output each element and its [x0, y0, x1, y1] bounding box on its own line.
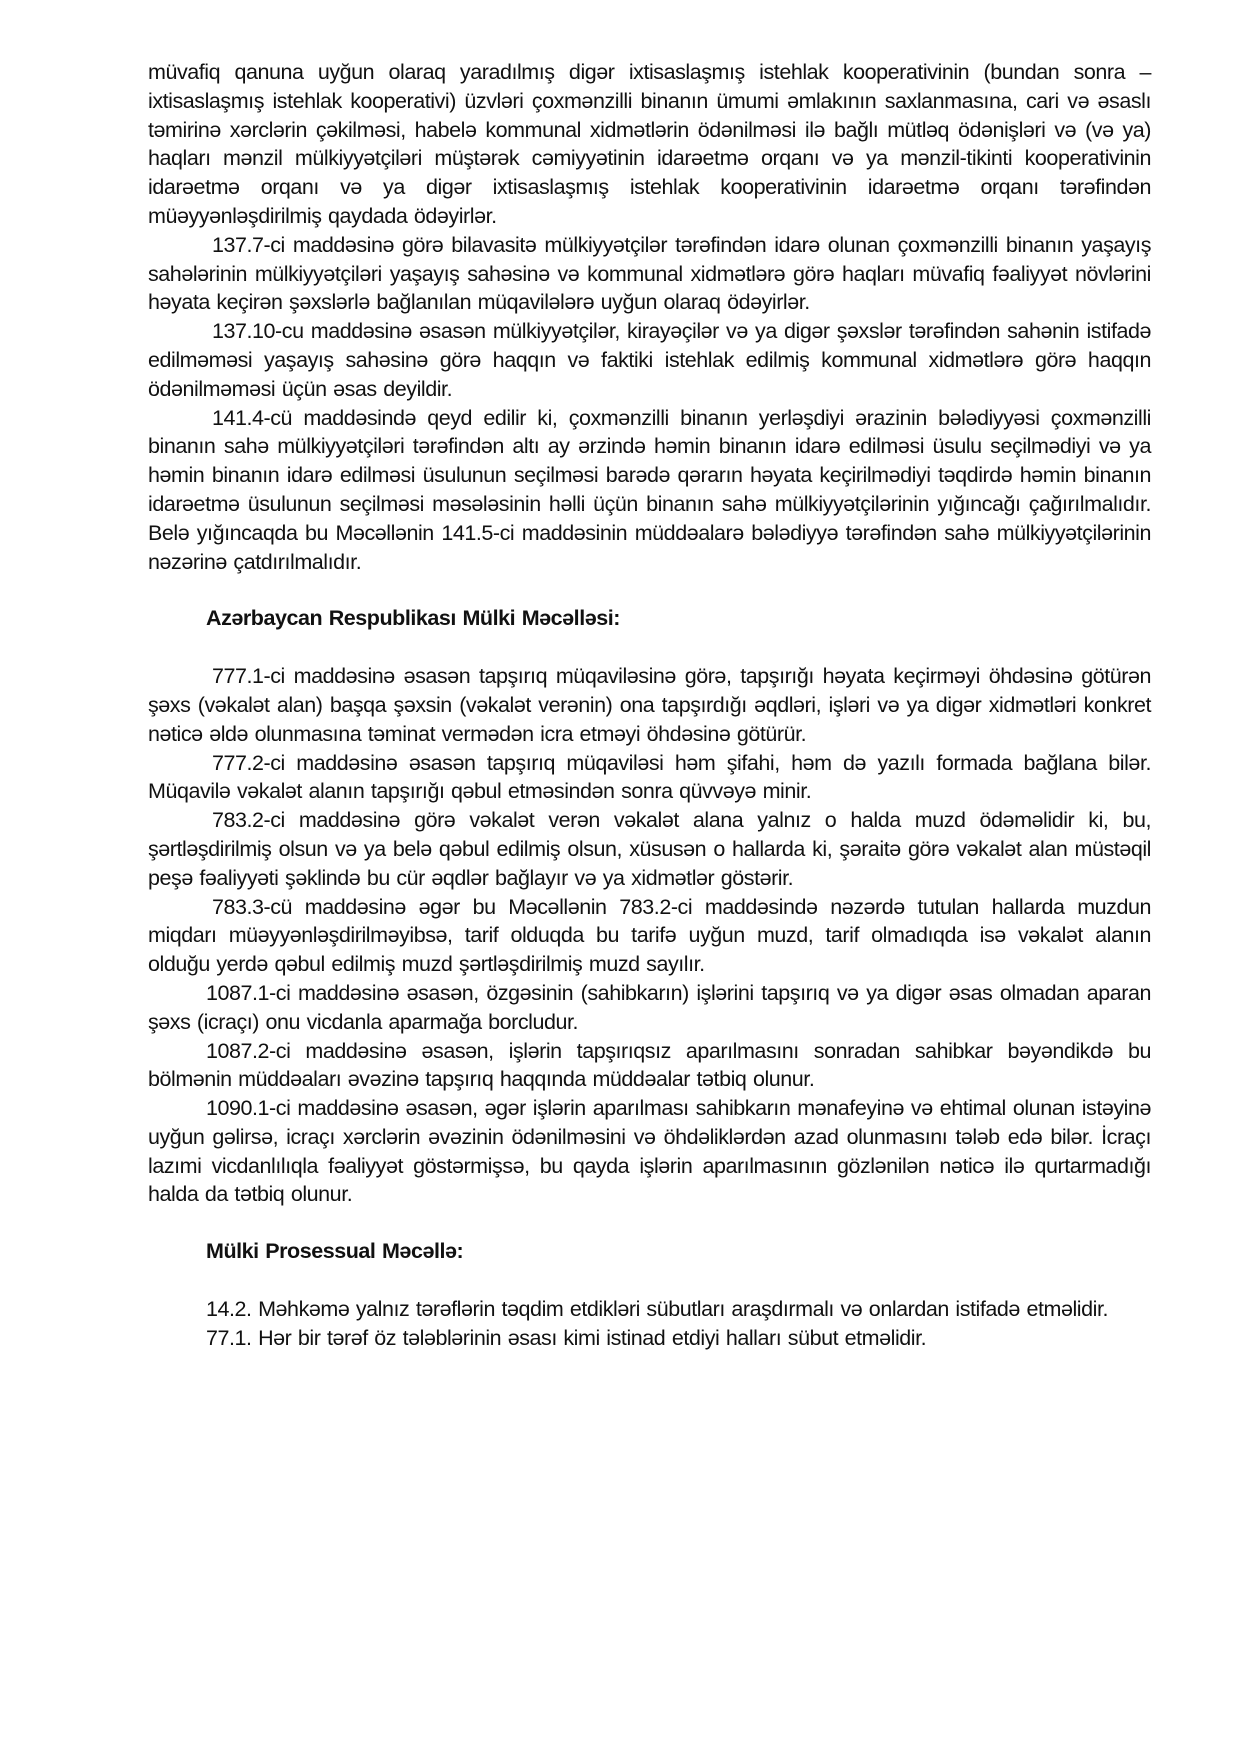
intro-paragraph: müvafiq qanuna uyğun olaraq yaradılmış digər ixtisaslaşmış istehlak kooperativinin (bundan sonra – ixtisaslaşmış istehlak kooperativi) üzvləri çoxmənzilli binanın ümumi əmlakının saxlanmasına, cari və əsaslı təmirinə xərclərin çəkilməsi, habelə kommunal xidmətlərin ödənilməsi ilə bağlı mütləq ödənişləri və (və ya) haqları mənzil mülkiyyətçiləri müştərək cəmiyyətinin idarəetmə orqanı və ya mənzil-tikinti kooperativinin idarəetmə orqanı və ya digər ixtisaslaşmış istehlak kooperativinin idarəetmə orqanı tərəfindən müəyyənləşdirilmiş qaydada ödəyirlər.	[148, 60, 1151, 228]
paragraph-14-2: 14.2. Məhkəmə yalnız tərəflərin təqdim etdikləri sübutları araşdırmalı və onlardan istifadə etməlidir.	[206, 1297, 1108, 1322]
paragraph-77-1: 77.1. Hər bir tərəf öz tələblərinin əsası kimi istinad etdiyi halları sübut etməlidir.	[206, 1325, 927, 1350]
spacer	[148, 1266, 1151, 1295]
paragraph-137-10: 137.10-cu maddəsinə əsasən mülkiyyətçilər, kirayəçilər və ya digər şəxslər tərəfindən sahənin istifadə edilməməsi yaşayış sahəsinə görə haqqın və faktiki istehlak edilmiş kommunal xidmətlərə görə haqqın ödənilməməsi üçün əsas deyildir.	[148, 319, 1151, 401]
paragraph-783-3: 783.3-cü maddəsinə əgər bu Məcəllənin 783.2-ci maddəsində nəzərdə tutulan hallarda muzdun miqdarı müəyyənləşdirilməyibsə, tarif olduqda bu tarifə uyğun muzd, tarif olmadıqda isə vəkalət alanın olduğu yerdə qəbul edilmiş muzd şərtləşdirilmiş muzd sayılır.	[148, 894, 1151, 977]
paragraph-141-4: 141.4-cü maddəsində qeyd edilir ki, çoxmənzilli binanın yerləşdiyi ərazinin bələdiyyəsi çoxmənzilli binanın sahə mülkiyyətçiləri tərəfindən altı ay ərzində həmin binanın idarə edilməsi üsulu seçilmədiyi və ya həmin binanın idarə edilməsi üsulunun seçilməsi barədə qərarın həyata keçirilmədiyi təqdirdə həmin binanın idarəetmə üsulunun seçilməsi məsələsinin həlli üçün binanın sahə mülkiyyətçilərinin yığıncağı çağırılmalıdır. Belə yığıncaqda bu Məcəllənin 141.5-ci maddəsinin müddəalarə bələdiyyə tərəfindən sahə mülkiyyətçilərinin nəzərinə çatdırılmalıdır.	[148, 405, 1151, 574]
paragraph-137-7: 137.7-ci maddəsinə görə bilavasitə mülkiyyətçilər tərəfindən idarə olunan çoxmənzilli binanın yaşayış sahələrinin mülkiyyətçiləri yaşayış sahəsinə və kommunal xidmətlərə görə haqları müvafiq fəaliyyət növlərini həyata keçirən şəxslərlə bağlanılan müqavilələrə uyğun olaraq ödəyirlər.	[148, 232, 1151, 315]
document-page	[148, 58, 1151, 1353]
spacer	[148, 1209, 1151, 1237]
paragraph-1087-1: 1087.1-ci maddəsinə əsasən, özgəsinin (sahibkarın) işlərini tapşırıq və ya digər əsas olmadan aparan şəxs (icraçı) onu vicdanla aparmağa borcludur.	[148, 980, 1151, 1034]
paragraph-777-1: 777.1-ci maddəsinə əsasən tapşırıq müqaviləsinə görə, tapşırığı həyata keçirməyi öhdəsinə götürən şəxs (vəkalət alan) başqa şəxsin (vəkalət verənin) ona tapşırdığı əqdləri, işləri və ya digər xidmətləri konkret nəticə əldə olunmasına təminat vermədən icra etməyi öhdəsinə götürür.	[148, 664, 1151, 746]
paragraph-777-2: 777.2-ci maddəsinə əsasən tapşırıq müqaviləsi həm şifahi, həm də yazılı formada bağlana bilər. Müqavilə vəkalət alanın tapşırığı qəbul etməsindən sonra qüvvəyə minir.	[148, 750, 1151, 804]
paragraph-783-2: 783.2-ci maddəsinə görə vəkalət verən vəkalət alana yalnız o halda muzd ödəməlidir ki, bu, şərtləşdirilmiş olsun və ya belə qəbul edilmiş olsun, xüsusən o hallarda ki, şəraitə görə vəkalət alan müstəqil peşə fəaliyyəti şəklində bu cür əqdlər bağlayır və ya xidmətlər göstərir.	[148, 808, 1151, 890]
paragraph-1087-2: 1087.2-ci maddəsinə əsasən, işlərin tapşırıqsız aparılmasını sonradan sahibkar bəyəndikdə bu bölmənin müddəaları əvəzinə tapşırıq haqqında müddəalar tətbiq olunur.	[148, 1038, 1151, 1092]
section-heading-civil-procedure-code: Mülki Prosessual Məcəllə:	[206, 1239, 464, 1264]
spacer	[148, 633, 1151, 662]
spacer	[148, 576, 1151, 604]
section-heading-civil-code: Azərbaycan Respublikası Mülki Məcəlləsi:	[206, 606, 620, 631]
paragraph-1090-1: 1090.1-ci maddəsinə əsasən, əgər işlərin aparılması sahibkarın mənafeyinə və ehtimal olunan istəyinə uyğun gəlirsə, icraçı xərclərin əvəzinin ödənilməsini və öhdəliklərdən azad olunmasını tələb edə bilər. İcraçı lazımi vicdanlılıqla fəaliyyət göstərmişsə, bu qayda işlərin aparılmasının gözlənilən nəticə ilə qurtarmadığı halda da tətbiq olunur.	[148, 1096, 1151, 1207]
